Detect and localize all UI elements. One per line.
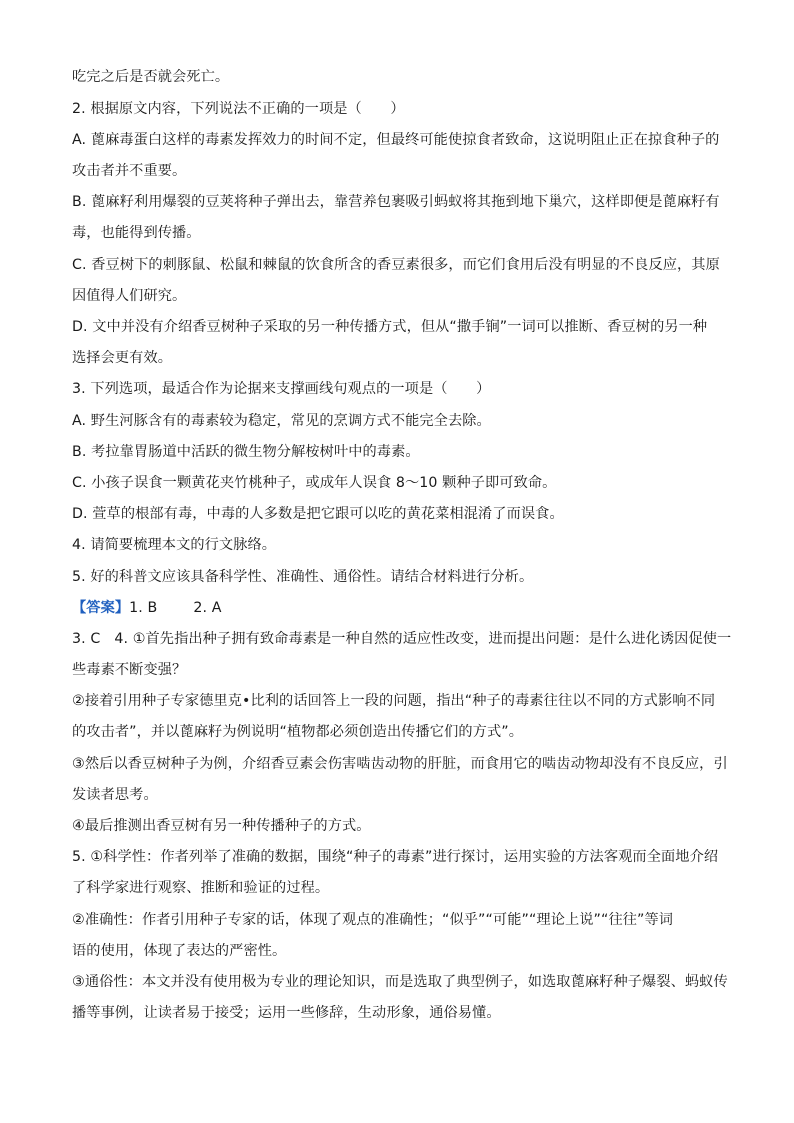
answer-tag: 【答案】 bbox=[72, 600, 130, 616]
answer-4-cont: 些毒素不断变强？ bbox=[72, 662, 187, 678]
question-2-option-a: A. 蓖麻毒蛋白这样的毒素发挥效力的时间不定，但最终可能使掠食者致命，这说明阻止正在掠食种子的 bbox=[72, 132, 720, 148]
question-2-option-a-cont: 攻击者并不重要。 bbox=[72, 163, 187, 179]
answer-3: 3. C bbox=[72, 631, 101, 647]
answer-4-point-2: ②接着引用种子专家德里克•比利的话回答上一段的问题，指出“种子的毒素往往以不同的方式影响不同 bbox=[72, 693, 716, 709]
answer-4-first: 4. ①首先指出种子拥有致命毒素是一种自然的适应性改变，进而提出问题：是什么进化诱因促使一 bbox=[114, 631, 732, 647]
question-2-option-c: C. 香豆树下的刺豚鼠、松鼠和棘鼠的饮食所含的香豆素很多，而它们食用后没有明显的不良反应，其原 bbox=[72, 257, 720, 273]
answer-2: 2. A bbox=[193, 600, 222, 616]
question-2-option-d-cont: 选择会更有效。 bbox=[72, 350, 173, 366]
question-5-stem: 5. 好的科普文应该具备科学性、准确性、通俗性。请结合材料进行分析。 bbox=[72, 569, 534, 585]
question-2-option-b: B. 蓖麻籽利用爆裂的豆荚将种子弹出去，靠营养包裹吸引蚂蚁将其拖到地下巢穴，这样即便是蓖麻籽有 bbox=[72, 194, 720, 210]
question-2-option-d: D. 文中并没有介绍香豆树种子采取的另一种传播方式，但从“撒手锏”一词可以推断、香豆树的另一种 bbox=[72, 319, 708, 335]
answer-4-point-3-cont: 发读者思考。 bbox=[72, 787, 158, 803]
question-2-option-c-cont: 因值得人们研究。 bbox=[72, 288, 187, 304]
answer-header-line bbox=[72, 598, 722, 618]
answer-5-popularity: ③通俗性：本文并没有使用极为专业的理论知识，而是选取了典型例子，如选取蓖麻籽种子爆裂、蚂蚁传 bbox=[72, 974, 728, 990]
question-3-option-d: D. 萱草的根部有毒，中毒的人多数是把它跟可以吃的黄花菜相混淆了而误食。 bbox=[72, 506, 564, 522]
answer-5-popularity-cont: 播等事例，让读者易于接受；运用一些修辞，生动形象，通俗易懂。 bbox=[72, 1005, 501, 1021]
question-4-stem: 4. 请简要梳理本文的行文脉络。 bbox=[72, 537, 277, 553]
answer-1: 1. B bbox=[129, 600, 158, 616]
question-3-stem: 3. 下列选项，最适合作为论据来支撑画线句观点的一项是（ ） bbox=[72, 381, 491, 397]
question-1-tail: 吃完之后是否就会死亡。 bbox=[72, 69, 230, 85]
question-3-option-b: B. 考拉靠胃肠道中活跃的微生物分解桉树叶中的毒素。 bbox=[72, 444, 420, 460]
question-3-option-c: C. 小孩子误食一颗黄花夹竹桃种子，或成年人误食 8～10 颗种子即可致命。 bbox=[72, 475, 557, 491]
answer-5-science: 5. ①科学性：作者列举了准确的数据，围绕“种子的毒素”进行探讨，运用实验的方法客观而全面地介绍 bbox=[72, 849, 719, 865]
question-2-option-b-cont: 毒，也能得到传播。 bbox=[72, 225, 201, 241]
answer-5-accuracy: ②准确性：作者引用种子专家的话，体现了观点的准确性；“似乎”“可能”“理论上说”“往往”等词 bbox=[72, 912, 674, 928]
answer-5-accuracy-cont: 语的使用，体现了表达的严密性。 bbox=[72, 943, 287, 959]
answer-4-point-4: ④最后推测出香豆树有另一种传播种子的方式。 bbox=[72, 818, 371, 834]
answer-4-point-2-cont: 的攻击者”，并以蓖麻籽为例说明“植物都必须创造出传播它们的方式”。 bbox=[72, 724, 523, 740]
question-2-stem: 2. 根据原文内容，下列说法不正确的一项是（ ） bbox=[72, 101, 405, 117]
answer-4-point-3: ③然后以香豆树种子为例，介绍香豆素会伤害啮齿动物的肝脏，而食用它的啮齿动物却没有不良反应，引 bbox=[72, 756, 728, 772]
answer-5-science-cont: 了科学家进行观察、推断和验证的过程。 bbox=[72, 880, 330, 896]
question-3-option-a: A. 野生河豚含有的毒素较为稳定，常见的烹调方式不能完全去除。 bbox=[72, 413, 491, 429]
answer-3-4-line bbox=[72, 629, 732, 649]
